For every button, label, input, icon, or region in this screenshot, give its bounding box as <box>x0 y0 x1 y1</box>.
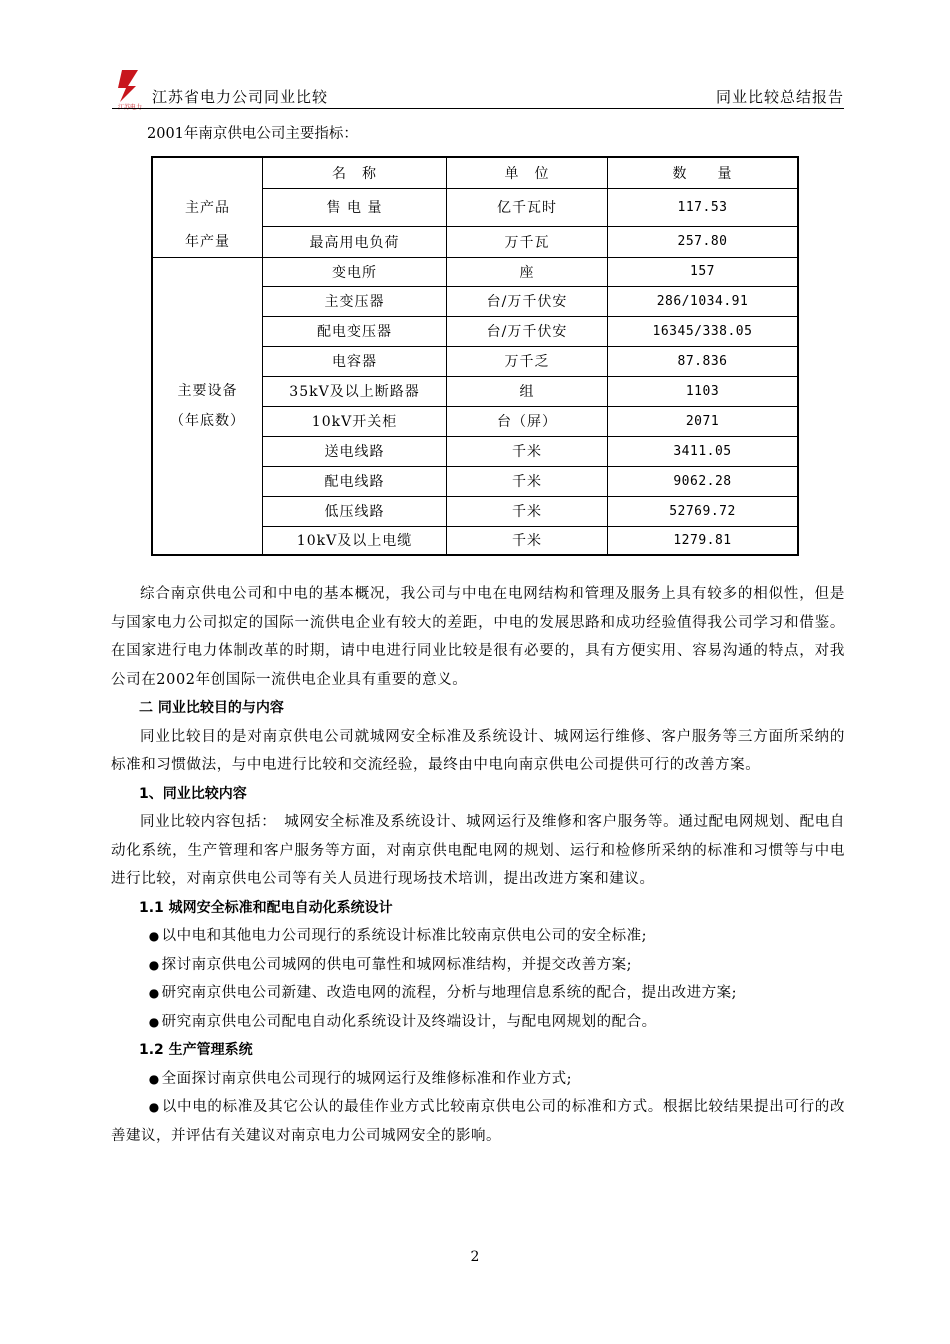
table-row <box>152 226 798 257</box>
row-value: 257.80 <box>608 226 799 257</box>
row-unit: 万千乏 <box>447 346 608 376</box>
list-item: ● 探讨南京供电公司城网的供电可靠性和城网标准结构，并提交改善方案; <box>148 956 633 973</box>
header-rule <box>112 108 844 109</box>
paragraph-overview: 综合南京供电公司和中电的基本概况，我公司与中电在电网结构和管理及服务上具有较多的相似性，但是与国家电力公司拟定的国际一流供电企业有较大的差距，中电的发展思路和成功经验值得我公司学习和借鉴。在国家进行电力体制改革的时期，请中电进行同业比较是很有必要的，具有方便实用、容易沟通的特点，对我公司在2002年创国际一流供电企业具有重要的意义。 <box>111 586 845 688</box>
row-unit: 千米 <box>447 496 608 526</box>
bullet-icon: ● <box>148 957 160 972</box>
row-name: 最高用电负荷 <box>263 226 447 257</box>
row-value: 1279.81 <box>608 526 799 555</box>
row-unit: 台（屏） <box>447 406 608 436</box>
row-value: 87.836 <box>608 346 799 376</box>
row-unit: 座 <box>447 257 608 286</box>
bullet-icon: ● <box>148 1014 160 1029</box>
row-value: 16345/338.05 <box>608 316 799 346</box>
group-label-2 <box>152 257 263 555</box>
row-unit: 台/万千伏安 <box>447 286 608 316</box>
row-value: 2071 <box>608 406 799 436</box>
row-unit: 千米 <box>447 526 608 555</box>
row-name: 低压线路 <box>263 496 447 526</box>
bullet-icon: ● <box>148 986 160 1000</box>
col-header-unit: 单 位 <box>447 157 608 188</box>
list-item: ● 全面探讨南京供电公司现行的城网运行及维修标准和作业方式; <box>148 1070 573 1087</box>
row-value: 117.53 <box>608 188 799 226</box>
svg-text:江苏电力: 江苏电力 <box>117 104 143 110</box>
row-value: 9062.28 <box>608 466 799 496</box>
group-header-cell <box>152 157 263 188</box>
table-header-row <box>152 157 798 188</box>
row-name: 配电线路 <box>263 466 447 496</box>
row-value: 1103 <box>608 376 799 406</box>
body-text <box>111 580 845 1150</box>
row-name: 送电线路 <box>263 436 447 466</box>
subsection-heading-1-2: 1.2 生产管理系统 <box>139 1042 253 1058</box>
row-name: 电容器 <box>263 346 447 376</box>
table-caption: 2001年南京供电公司主要指标： <box>147 126 358 142</box>
row-name: 10kV及以上电缆 <box>263 526 447 555</box>
col-header-name: 名 称 <box>263 157 447 188</box>
subsection-heading-1: 1、同业比较内容 <box>139 785 247 802</box>
header-right-title: 同业比较总结报告 <box>715 88 844 106</box>
row-unit: 千米 <box>447 436 608 466</box>
group-label-1b: 年产量 <box>152 226 263 257</box>
row-name: 配电变压器 <box>263 316 447 346</box>
list-item: ● 以中电的标准及其它公认的最佳作业方式比较南京供电公司的标准和方式。根据比较结果提出可行的改善建议，并评估有关建议对南京电力公司城网安全的影响。 <box>111 1099 845 1144</box>
list-item: ● 研究南京供电公司配电自动化系统设计及终端设计，与配电网规划的配合。 <box>148 1013 657 1030</box>
row-value: 286/1034.91 <box>608 286 799 316</box>
subsection-heading-1-1: 1.1 城网安全标准和配电自动化系统设计 <box>139 899 393 916</box>
row-unit: 千米 <box>447 466 608 496</box>
row-unit: 台/万千伏安 <box>447 316 608 346</box>
row-unit: 组 <box>447 376 608 406</box>
bullet-icon: ● <box>148 1100 160 1114</box>
table-row <box>152 188 798 226</box>
header-left-title: 江苏省电力公司同业比较 <box>152 88 329 106</box>
group-label-2b: （年底数） <box>170 412 245 429</box>
row-value: 3411.05 <box>608 436 799 466</box>
row-name: 主变压器 <box>263 286 447 316</box>
row-value: 52769.72 <box>608 496 799 526</box>
row-name: 35kV及以上断路器 <box>263 376 447 406</box>
row-value: 157 <box>608 257 799 286</box>
table-row <box>152 257 798 286</box>
row-unit: 亿千瓦时 <box>447 188 608 226</box>
row-unit: 万千瓦 <box>447 226 608 257</box>
row-name: 售 电 量 <box>263 188 447 226</box>
bullet-icon: ● <box>148 929 160 943</box>
group-label-2a: 主要设备 <box>177 382 238 399</box>
list-item: ● 研究南京供电公司新建、改造电网的流程，分析与地理信息系统的配合，提出改进方案; <box>148 985 738 1001</box>
page-number: 2 <box>470 1249 480 1265</box>
row-name: 10kV开关柜 <box>263 406 447 436</box>
col-header-value: 数 量 <box>608 157 799 188</box>
list-item: ● 以中电和其他电力公司现行的系统设计标准比较南京供电公司的安全标准; <box>148 928 648 944</box>
bullet-icon: ● <box>148 1071 160 1086</box>
indicators-table <box>151 156 799 556</box>
paragraph-content: 同业比较内容包括： 城网安全标准及系统设计、城网运行及维修和客户服务等。通过配电网规划、配电自动化系统，生产管理和客户服务等方面，对南京供电配电网的规划、运行和检修所采纳的标准和习惯等与中电进行比较，对南京供电公司等有关人员进行现场技术培训，提出改进方案和建议。 <box>111 814 845 887</box>
paragraph-purpose: 同业比较目的是对南京供电公司就城网安全标准及系统设计、城网运行维修、客户服务等三方面所采纳的标准和习惯做法，与中电进行比较和交流经验，最终由中电向南京供电公司提供可行的改善方案。 <box>111 728 845 773</box>
page-header <box>112 68 844 110</box>
group-label-1a: 主产品 <box>152 188 263 226</box>
section-heading-2: 二 同业比较目的与内容 <box>139 700 284 716</box>
row-name: 变电所 <box>263 257 447 286</box>
company-logo-icon <box>112 68 148 110</box>
